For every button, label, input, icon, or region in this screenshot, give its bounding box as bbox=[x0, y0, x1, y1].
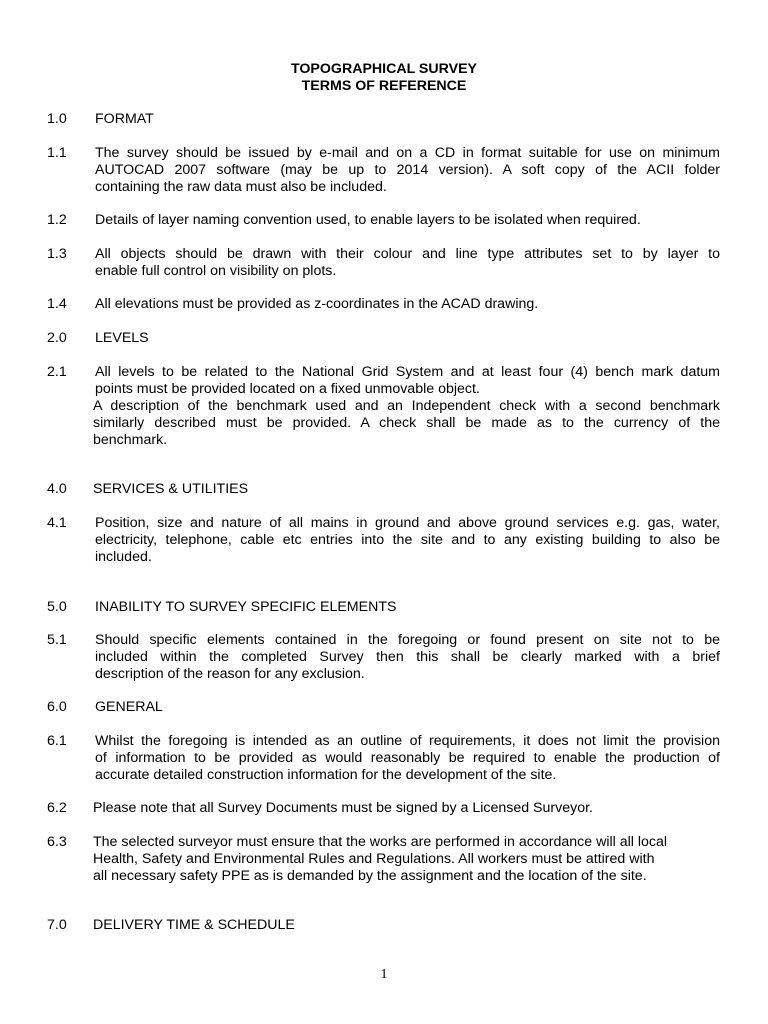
paragraph-line: included within the completed Survey then this shall be clearly marked with a brief bbox=[95, 649, 720, 665]
section-number: 6.3 bbox=[47, 834, 67, 850]
paragraph-line: All objects should be drawn with their colour and line type attributes set to by layer to bbox=[95, 246, 720, 262]
paragraph-line: enable full control on visibility on plots. bbox=[95, 263, 337, 279]
section-paragraph bbox=[93, 834, 720, 885]
page-number: 1 bbox=[380, 967, 388, 982]
paragraph-line: Health, Safety and Environmental Rules and Regulations. All workers must be attired with bbox=[93, 851, 655, 867]
section-number: 5.1 bbox=[47, 632, 67, 648]
paragraph-line: Please note that all Survey Documents must be signed by a Licensed Surveyor. bbox=[93, 800, 593, 816]
section-number: 6.1 bbox=[47, 733, 67, 749]
section-paragraph bbox=[95, 632, 720, 683]
section-heading: DELIVERY TIME & SCHEDULE bbox=[93, 917, 295, 933]
paragraph-line: electricity, telephone, cable etc entries into the site and to any existing building to also be bbox=[95, 532, 720, 548]
section-heading: SERVICES & UTILITIES bbox=[93, 481, 249, 497]
paragraph-line: included. bbox=[95, 549, 152, 565]
paragraph-line: The selected surveyor must ensure that the works are performed in accordance will all local bbox=[93, 834, 668, 850]
paragraph-line: points must be provided located on a fixed unmovable object. bbox=[95, 381, 480, 397]
section-paragraph bbox=[95, 296, 720, 313]
paragraph-line: Position, size and nature of all mains in ground and above ground services e.g. gas, water, bbox=[95, 515, 720, 531]
section-number: 4.1 bbox=[47, 515, 67, 531]
section-paragraph bbox=[95, 515, 720, 566]
paragraph-line: The survey should be issued by e-mail and on a CD in format suitable for use on minimum bbox=[95, 145, 720, 161]
section-paragraph bbox=[95, 733, 720, 784]
section-heading: LEVELS bbox=[95, 330, 149, 346]
section-number: 1.0 bbox=[47, 111, 67, 127]
paragraph-line: containing the raw data must also be included. bbox=[95, 179, 387, 195]
section-number: 7.0 bbox=[47, 917, 67, 933]
paragraph-line: All levels to be related to the National Grid System and at least four (4) bench mark datum bbox=[95, 364, 720, 380]
paragraph-line: similarly described must be provided. A check shall be made as to the currency of the bbox=[93, 415, 720, 431]
paragraph-line: of information to be provided as would reasonably be required to enable the production of bbox=[95, 750, 720, 766]
doc-title-line1: TOPOGRAPHICAL SURVEY bbox=[290, 61, 478, 77]
section-number: 1.1 bbox=[47, 145, 67, 161]
paragraph-line: Whilst the foregoing is intended as an outline of requirements, it does not limit the provision bbox=[95, 733, 720, 749]
paragraph-line: accurate detailed construction information for the development of the site. bbox=[95, 767, 557, 783]
section-paragraph bbox=[95, 212, 720, 229]
section-paragraph bbox=[93, 800, 718, 817]
section-paragraph bbox=[93, 398, 720, 449]
section-paragraph bbox=[95, 364, 720, 398]
paragraph-line: benchmark. bbox=[93, 432, 168, 448]
paragraph-line: Should specific elements contained in the foregoing or found present on site not to be bbox=[95, 632, 720, 648]
section-number: 6.2 bbox=[47, 800, 67, 816]
section-number: 1.4 bbox=[47, 296, 67, 312]
paragraph-line: description of the reason for any exclusion. bbox=[95, 666, 365, 682]
paragraph-line: All elevations must be provided as z-coordinates in the ACAD drawing. bbox=[95, 296, 539, 312]
doc-title-line2: TERMS OF REFERENCE bbox=[301, 78, 467, 94]
section-number: 1.3 bbox=[47, 246, 67, 262]
section-heading: FORMAT bbox=[95, 111, 154, 127]
section-number: 2.0 bbox=[47, 330, 67, 346]
paragraph-line: A description of the benchmark used and an Independent check with a second benchmark bbox=[93, 398, 720, 414]
section-paragraph bbox=[95, 246, 720, 280]
section-number: 2.1 bbox=[47, 364, 67, 380]
section-number: 1.2 bbox=[47, 212, 67, 228]
section-paragraph bbox=[95, 145, 720, 196]
section-number: 6.0 bbox=[47, 699, 67, 715]
paragraph-line: all necessary safety PPE as is demanded by the assignment and the location of the site. bbox=[93, 868, 647, 884]
section-heading: INABILITY TO SURVEY SPECIFIC ELEMENTS bbox=[95, 599, 397, 615]
section-heading: GENERAL bbox=[95, 699, 163, 715]
section-number: 5.0 bbox=[47, 599, 67, 615]
section-number: 4.0 bbox=[47, 481, 67, 497]
paragraph-line: Details of layer naming convention used, to enable layers to be isolated when required. bbox=[95, 212, 641, 228]
paragraph-line: AUTOCAD 2007 software (may be up to 2014 version). A soft copy of the ACII folder bbox=[95, 162, 720, 178]
